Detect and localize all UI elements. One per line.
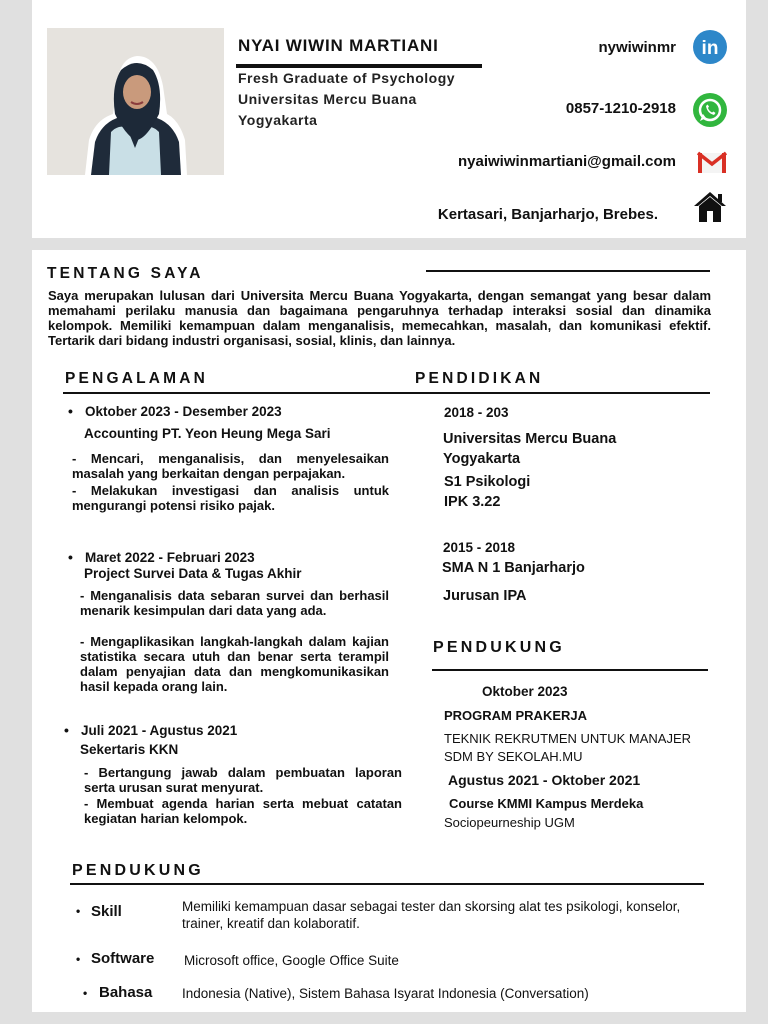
about-rule [426, 270, 710, 272]
about-text: Saya merupakan lulusan dari Universita Mercu Buana Yogyakarta, dengan semangat yang besar dalam memahami perilaku manusia dan bagaimana pengaruhnya terhadap interaksi sosial dan dinamika kelompok. Memiliki kemampuan dalam menganalisis, memecahkan, masalah, dan komunikasi efektif. Tertarik dari bidang industri organisasi, sosial, klinis, dan lainnya. [48, 288, 711, 348]
highschool-name: SMA N 1 Banjarharjo [442, 560, 585, 576]
job-3-desc-1: - Bertangung jawab dalam pembuatan laporan serta urusan surat menyurat. [84, 765, 402, 795]
support-program-2: Course KMMI Kampus Merdeka [449, 796, 644, 811]
email-address[interactable]: nyaiwiwinmartiani@gmail.com [457, 153, 676, 170]
highschool-years: 2015 - 2018 [443, 540, 516, 555]
support-course-2: Sociopeurneship UGM [444, 815, 575, 830]
linkedin-icon-text: in [701, 38, 719, 59]
job-2-date: Maret 2022 - Februari 2023 [85, 550, 255, 565]
whatsapp-icon[interactable] [692, 92, 728, 128]
support-course-1: TEKNIK REKRUTMEN UNTUK MANAJER SDM BY SEKOLAH.MU [444, 731, 692, 764]
job-1-date: Oktober 2023 - Desember 2023 [85, 404, 282, 419]
university-major: S1 Psikologi [444, 474, 531, 490]
header-card [32, 0, 746, 238]
university-years: 2018 - 203 [444, 405, 509, 420]
bullet-dot: • [83, 986, 88, 1000]
highschool-major: Jurusan IPA [443, 588, 527, 604]
job-1-desc-1: - Mencari, menganalisis, dan menyelesaikan masalah yang berkaitan dengan perpajakan. [72, 451, 389, 481]
support-program-1: PROGRAM PRAKERJA [444, 708, 588, 723]
home-icon [692, 189, 728, 225]
support-date-1: Oktober 2023 [482, 684, 568, 699]
profile-photo-illustration [47, 28, 224, 175]
bullet-dot: • [76, 904, 81, 918]
software-label: Software [91, 950, 155, 967]
bullet-dot: • [68, 403, 73, 419]
job-3-desc-2: - Membuat agenda harian serta mebuat catatan kegiatan harian kelompok. [84, 796, 402, 826]
job-1-desc-2: - Melakukan investigasi dan analisis untuk mengurangi potensi risiko pajak. [72, 483, 389, 513]
software-text: Microsoft office, Google Office Suite [184, 953, 399, 968]
experience-title: PENGALAMAN [65, 370, 209, 387]
bullet-dot: • [76, 952, 81, 966]
job-3-role: Sekertaris KKN [80, 742, 179, 757]
subtitle-line-2: Universitas Mercu Buana [238, 91, 417, 107]
job-2-desc-1: - Menganalisis data sebaran survei dan berhasil menarik kesimpulan dari data yang ada. [80, 588, 389, 618]
university-name-2: Yogyakarta [443, 451, 521, 467]
support-right-title: PENDUKUNG [433, 639, 565, 656]
body-card [32, 250, 746, 1012]
about-title: TENTANG SAYA [47, 265, 204, 282]
job-2-desc-2: - Mengaplikasikan langkah-langkah dalam kajian statistika secara utuh dan benar serta terampil dalam penyajian data dan mengkomunikasikan hasil kepada orang lain. [80, 634, 389, 694]
job-1-role: Accounting PT. Yeon Heung Mega Sari [84, 426, 331, 441]
gmail-icon[interactable] [696, 148, 732, 184]
university-gpa: IPK 3.22 [444, 494, 501, 510]
home-address: Kertasari, Banjarharjo, Brebes. [437, 206, 658, 223]
education-title: PENDIDIKAN [415, 370, 544, 387]
bullet-dot: • [64, 722, 69, 738]
support-bottom-title: PENDUKUNG [72, 862, 204, 879]
profile-photo [47, 28, 224, 175]
support-right-rule [432, 669, 708, 671]
job-2-role: Project Survei Data & Tugas Akhir [84, 566, 302, 581]
subtitle-line-1: Fresh Graduate of Psychology [238, 70, 456, 86]
phone-number[interactable]: 0857-1210-2918 [565, 100, 676, 117]
linkedin-handle[interactable]: nywiwinmr [598, 39, 676, 56]
bullet-dot: • [68, 549, 73, 565]
language-label: Bahasa [99, 984, 153, 1001]
experience-education-rule [63, 392, 710, 394]
skill-text: Memiliki kemampuan dasar sebagai tester dan skorsing alat tes psikologi, konselor, trainer, kreatif dan kolaboratif. [182, 899, 681, 931]
name-underline [236, 64, 482, 68]
support-bottom-rule [70, 883, 704, 885]
university-name-1: Universitas Mercu Buana [443, 431, 617, 447]
subtitle-line-3: Yogyakarta [238, 112, 318, 128]
support-date-2: Agustus 2021 - Oktober 2021 [448, 772, 641, 788]
skill-label: Skill [91, 903, 122, 920]
language-text: Indonesia (Native), Sistem Bahasa Isyarat Indonesia (Conversation) [182, 986, 589, 1001]
candidate-name: NYAI WIWIN MARTIANI [238, 36, 439, 55]
linkedin-icon[interactable] [692, 29, 728, 65]
job-3-date: Juli 2021 - Agustus 2021 [81, 723, 238, 738]
